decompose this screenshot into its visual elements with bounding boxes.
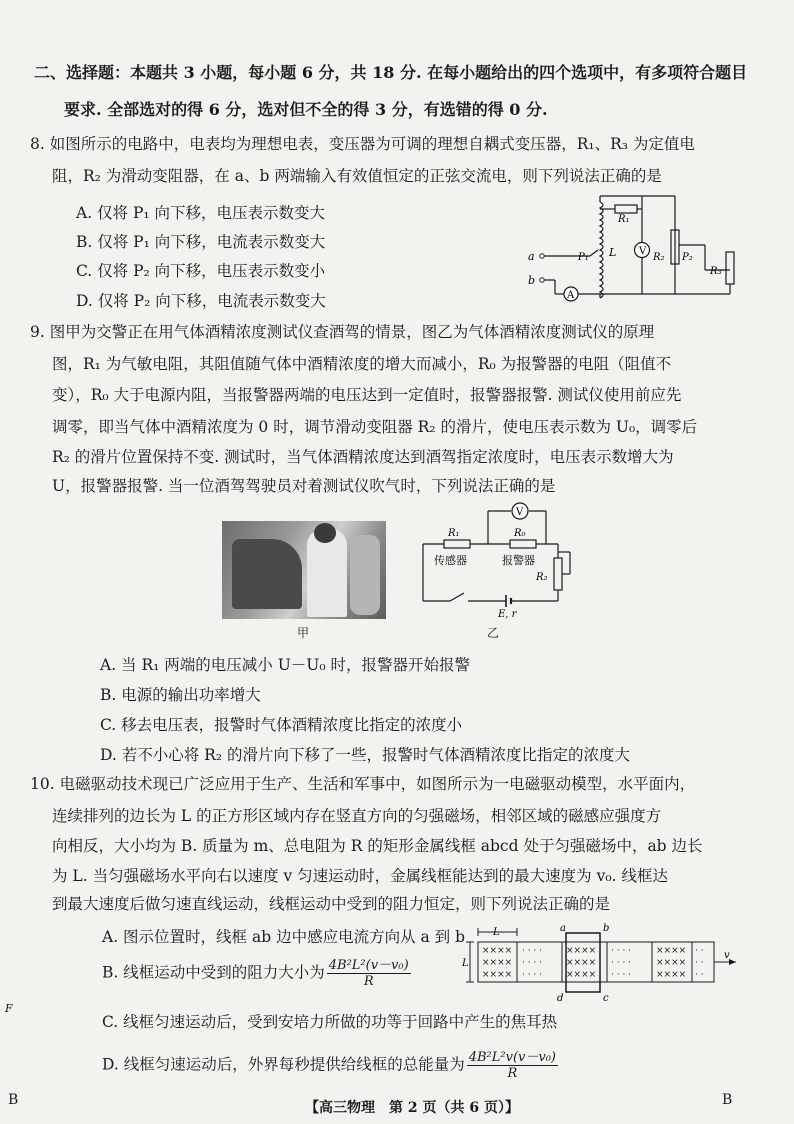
q9-stem-line3: 变），R₀ 大于电源内阻，当报警器两端的电压达到一定值时，报警器报警. 测试仪使用前应先 xyxy=(52,386,682,404)
photo-traffic-police xyxy=(222,521,386,619)
ammeter-label: A xyxy=(567,290,575,301)
q10-v-label: v xyxy=(724,950,730,961)
svg-text:××××: ×××× xyxy=(482,958,513,968)
q9-stem-line4: 调零，即当气体中酒精浓度为 0 时，调节滑动变阻器 R₂ 的滑片，使电压表示数为 U₀，调零后 xyxy=(52,418,698,436)
q8-option-a[interactable]: A. 仅将 P₁ 向下移，电压表示数变大 xyxy=(76,204,326,222)
q9-stem-line2: 图，R₁ 为气敏电阻，其阻值随气体中酒精浓度的增大而减小，R₀ 为报警器的电阻（阻值不 xyxy=(52,355,672,373)
svg-text:· · · ·: · · · · xyxy=(522,970,543,980)
r1-label: R₁ xyxy=(618,214,630,225)
alarm-label: 报警器 xyxy=(502,554,535,567)
svg-text:· · · ·: · · · · xyxy=(611,958,632,968)
svg-text:· ·: · · xyxy=(695,958,704,968)
q8-option-d[interactable]: D. 仅将 P₂ 向下移，电流表示数变大 xyxy=(76,292,326,310)
q10-option-b-numerator: 4B²L²(v－v₀) xyxy=(328,958,409,973)
q8-stem-line1: 8. 如图所示的电路中，电表均为理想电表，变压器为可调的理想自耦式变压器，R₁、R₃ 为定值电 xyxy=(30,135,695,153)
figure-jia-label: 甲 xyxy=(297,626,310,640)
q9-stem-line5: R₂ 的滑片位置保持不变. 测试时，当气体酒精浓度达到酒驾指定浓度时，电压表示数增大为 xyxy=(52,448,674,466)
svg-text:· · · ·: · · · · xyxy=(522,958,543,968)
q10-option-d-text: D. 线框匀速运动后，外界每秒提供给线框的总能量为 xyxy=(102,1055,465,1074)
q10-b-label: b xyxy=(603,923,610,934)
q9-stem-line6: U，报警器报警. 当一位酒驾驾驶员对着测试仪吹气时，下列说法正确的是 xyxy=(52,477,556,495)
q10-stem-line3: 向相反，大小均为 B. 质量为 m、总电阻为 R 的矩形金属线框 abcd 处于匀强磁场中，ab 边长 xyxy=(52,837,703,855)
l-label: L xyxy=(609,246,617,259)
p2-label: P₂ xyxy=(682,252,693,263)
q10-magnetic-drive-diagram xyxy=(462,922,742,1004)
footer-right-code: B xyxy=(722,1092,733,1108)
footer-left-code: B xyxy=(8,1092,19,1108)
q10-l-top-label: L xyxy=(493,927,500,938)
q8-option-c[interactable]: C. 仅将 P₂ 向下移，电压表示数变小 xyxy=(76,262,326,280)
terminal-b-label: b xyxy=(528,274,536,287)
q10-option-b-fraction xyxy=(327,958,411,989)
q9-r2-label: R₂ xyxy=(536,572,548,583)
q10-option-b-denominator: R xyxy=(363,974,374,989)
q8-option-b[interactable]: B. 仅将 P₁ 向下移，电流表示数变大 xyxy=(76,233,326,251)
q10-stem-line5: 到最大速度后做匀速直线运动，线框运动中受到的阻力恒定，则下列说法正确的是 xyxy=(52,895,611,913)
q8-circuit-diagram xyxy=(520,190,750,308)
q9-stem-line1: 9. 图甲为交警正在用气体酒精浓度测试仪查酒驾的情景，图乙为气体酒精浓度测试仪的原理 xyxy=(30,323,655,341)
q9-voltmeter-label: V xyxy=(516,507,524,518)
svg-text:××××: ×××× xyxy=(656,970,687,980)
q9-option-c[interactable]: C. 移去电压表，报警时气体酒精浓度比指定的浓度小 xyxy=(100,716,463,734)
sensor-label: 传感器 xyxy=(434,554,467,567)
voltmeter-label: V xyxy=(639,246,647,257)
svg-text:· · · ·: · · · · xyxy=(611,970,632,980)
q10-option-c[interactable]: C. 线框匀速运动后，受到安培力所做的功等于回路中产生的焦耳热 xyxy=(102,1013,558,1031)
svg-text:××××: ×××× xyxy=(482,946,513,956)
svg-text:××××: ×××× xyxy=(656,946,687,956)
margin-mark: F xyxy=(5,1002,13,1015)
section-title-line1: 二、选择题：本题共 3 小题，每小题 6 分，共 18 分. 在每小题给出的四个选项中，有多项符合题目 xyxy=(34,63,748,82)
q10-option-d[interactable] xyxy=(102,1050,558,1081)
svg-text:· · · ·: · · · · xyxy=(522,946,543,956)
figure-yi-label: 乙 xyxy=(487,626,500,640)
svg-text:××××: ×××× xyxy=(656,958,687,968)
q10-option-d-denominator: R xyxy=(507,1066,518,1081)
q10-stem-line1: 10. 电磁驱动技术现已广泛应用于生产、生活和军事中，如图所示为一电磁驱动模型，水平面内， xyxy=(30,775,696,793)
q10-option-d-numerator: 4B²L²v(v－v₀) xyxy=(468,1050,557,1065)
p1-label: P₁ xyxy=(578,252,589,263)
r2-label: R₂ xyxy=(653,252,665,263)
r3-label: R₃ xyxy=(710,266,722,277)
q9-option-d[interactable]: D. 若不小心将 R₂ 的滑片向下移了一些，报警时气体酒精浓度比指定的浓度大 xyxy=(100,746,630,764)
terminal-a-label: a xyxy=(528,250,535,263)
svg-text:· · · ·: · · · · xyxy=(611,946,632,956)
q9-option-a[interactable]: A. 当 R₁ 两端的电压减小 U－U₀ 时，报警器开始报警 xyxy=(100,656,470,674)
q10-c-label: c xyxy=(603,993,609,1004)
footer-page-info: 【高三物理 第 2 页（共 6 页）】 xyxy=(305,1100,519,1116)
svg-text:××××: ×××× xyxy=(566,946,597,956)
q9-r1-label: R₁ xyxy=(448,528,460,539)
q10-d-label: d xyxy=(557,993,564,1004)
q10-a-label: a xyxy=(560,923,566,934)
q9-option-b[interactable]: B. 电源的输出功率增大 xyxy=(100,686,261,704)
section-title-line2: 要求. 全部选对的得 6 分，选对但不全的得 3 分，有选错的得 0 分. xyxy=(64,100,548,119)
q9-r0-label: R₀ xyxy=(514,528,526,539)
q10-option-b-text: B. 线框运动中受到的阻力大小为 xyxy=(102,963,325,982)
q10-option-b[interactable] xyxy=(102,958,411,989)
svg-text:××××: ×××× xyxy=(482,970,513,980)
svg-text:· ·: · · xyxy=(695,970,704,980)
q10-option-a[interactable]: A. 图示位置时，线框 ab 边中感应电流方向从 a 到 b xyxy=(102,928,466,946)
q10-stem-line2: 连续排列的边长为 L 的正方形区域内存在竖直方向的匀强磁场，相邻区域的磁感应强度方 xyxy=(52,807,662,825)
svg-text:××××: ×××× xyxy=(566,970,597,980)
q9-circuit-diagram xyxy=(418,500,578,620)
q8-stem-line2: 阻，R₂ 为滑动变阻器，在 a、b 两端输入有效值恒定的正弦交流电，则下列说法正确的是 xyxy=(52,167,662,185)
q10-l-side-label: L xyxy=(462,958,469,969)
emf-label: E, r xyxy=(498,609,517,620)
svg-text:· ·: · · xyxy=(695,946,704,956)
svg-text:××××: ×××× xyxy=(566,958,597,968)
q10-stem-line4: 为 L. 当匀强磁场水平向右以速度 v 匀速运动时，金属线框能达到的最大速度为 v₀. 线框达 xyxy=(52,867,668,885)
q10-option-d-fraction xyxy=(467,1050,558,1081)
